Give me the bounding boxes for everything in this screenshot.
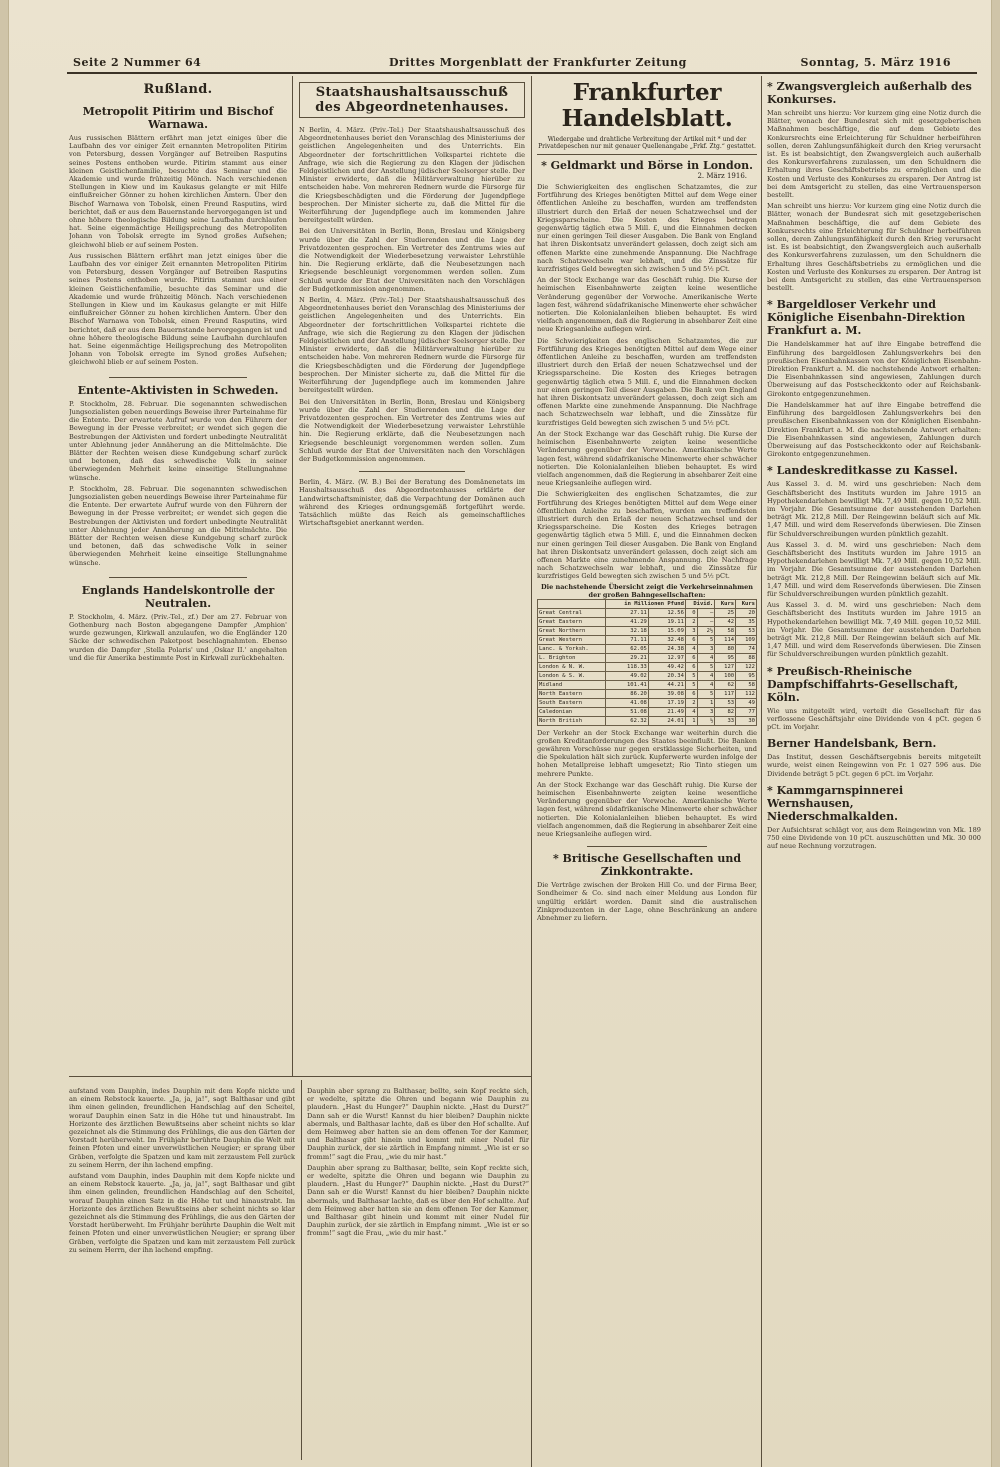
table-cell: Great Western (538, 635, 606, 644)
article-date: 2. März 1916. (697, 172, 747, 180)
table-cell: 77 (736, 707, 757, 716)
table-cell: 12.97 (648, 653, 685, 662)
article-body: Wie uns mitgeteilt wird, verteilt die Gesellschaft für das verflossene Geschäftsjahr eine Dividende von 4 pCt. gegen 6 pCt. im Vorjahr. (767, 706, 981, 731)
table-row (538, 680, 757, 689)
table-cell: 44.21 (648, 680, 685, 689)
table-cell: 25 (715, 608, 736, 617)
table-header-cell: Divid. (685, 599, 714, 608)
table-cell: 58 (736, 680, 757, 689)
table-cell: 35 (736, 617, 757, 626)
article-body: An der Stock Exchange war das Geschäft ruhig. Die Kurse der heimischen Eisenbahnwerte zeigten keine wesentliche Veränderung gegenüber der Vorwoche. Amerikanische Werte lagen fest, während südafrikanische Minenwerte eher schwächer notierten. Die Kolonialanleihen blieben behauptet. Es wird vielfach angenommen, daß die Regierung in absehbarer Zeit eine neue Kriegsanleihe auflegen wird. (537, 429, 757, 488)
column-rule (292, 76, 293, 1076)
table-cell: 4 (697, 653, 715, 662)
separator (109, 577, 247, 578)
issue-date: Sonntag, 5. März 1916 (800, 56, 951, 69)
table-cell: 118.33 (605, 662, 648, 671)
column-rule (301, 1080, 302, 1460)
table-cell: 53 (736, 626, 757, 635)
table-cell: 5 (697, 635, 715, 644)
table-cell: London & N. W. (538, 662, 606, 671)
table-cell: North Eastern (538, 689, 606, 698)
article-title: * Kammgarnspinnerei Wernshausen, Niederschmalkalden. (767, 783, 904, 823)
table-cell: 74 (736, 644, 757, 653)
table-cell: 2 (685, 698, 697, 707)
masthead-rule (67, 72, 977, 74)
separator (359, 471, 465, 472)
table-cell: Great Eastern (538, 617, 606, 626)
table-cell: 1 (685, 716, 697, 725)
separator (537, 154, 757, 155)
table-row (538, 716, 757, 725)
table-cell: 114 (715, 635, 736, 644)
article-title: * Landeskreditkasse zu Kassel. (767, 464, 958, 478)
table-cell: 20 (736, 608, 757, 617)
table-cell: 5 (697, 689, 715, 698)
table-cell: 49 (736, 698, 757, 707)
table-cell: Lanc. & Yorksh. (538, 644, 606, 653)
article-body: Die Schwierigkeiten des englischen Schatzamtes, die zur Fortführung des Krieges benötigten Mittel auf dem Wege einer öffentlichen Anleihe zu beschaffen, wurden am treffendsten illustriert durch den Erlaß der neuen Schatzwechsel und der Kriegssparscheine. Die Kosten des Krieges betragen gegenwärtig täglich etwa 5 Mill. £, und die Einnahmen decken nur einen geringen Teil dieser Ausgaben. Die Bank von England hat ihren Diskontsatz unverändert gelassen, doch zeigt sich am offenen Markte eine zunehmende Anspannung. Die Nachfrage nach Schatzwechseln war lebhaft, und die Zinssätze für kurzfristiges Geld bewegten sich zwischen 5 und 5½ pCt. (537, 490, 757, 581)
table-cell: 51.08 (605, 707, 648, 716)
table-row (538, 689, 757, 698)
article-body: Der Verkehr an der Stock Exchange war weiterhin durch die großen Kreditanforderungen des Staates beeinflußt. Die Banken gewähren Vorschüsse nur gegen erstklassige Sicherheiten, und die Spekulation hält sich zurück. Kupferwerte wurden infolge der hohen Metallpreise lebhaft umgesetzt; Rio Tinto stiegen um mehrere Punkte. (537, 728, 757, 778)
table-header-cell: Kurs (715, 599, 736, 608)
table-cell: 82 (715, 707, 736, 716)
table-cell: 2½ (697, 626, 715, 635)
article-body: Aus russischen Blättern erfährt man jetzt einiges über die Laufbahn des vor einiger Zeit ernannten Metropoliten Pitirim von Petersburg, dessen Vorgänger auf Betreiben Rasputins seines Postens enthoben wurde. Pitirim stammt aus einer kleinen Geistlichenfamilie, besuchte das Seminar und die Akademie und wurde frühzeitig Mönch. Nach verschiedenen Stellungen in Kiew und im Kaukasus gelangte er mit Hilfe einflußreicher Gönner zu hohen kirchlichen Ämtern. Über den Bischof Warnawa von Tobolsk, einen Freund Rasputins, wird berichtet, daß er aus dem Bauernstande hervorgegangen ist und ohne höhere theologische Bildung seine Laufbahn durchlaufen hat. Seine eigenmächtige Heiligsprechung des Metropoliten Johann von Tobolsk erregte im Synod großes Aufsehen; gleichwohl blieb er auf seinem Posten. (69, 251, 287, 367)
article-body: An der Stock Exchange war das Geschäft ruhig. Die Kurse der heimischen Eisenbahnwerte zeigten keine wesentliche Veränderung gegenüber der Vorwoche. Amerikanische Werte lagen fest, während südafrikanische Minenwerte eher schwächer notierten. Die Kolonialanleihen blieben behauptet. Es wird vielfach angenommen, daß die Regierung in absehbarer Zeit eine neue Kriegsanleihe auflegen wird. (537, 780, 757, 838)
table-cell: Great Northern (538, 626, 606, 635)
article-title: * Geldmarkt und Börse in London. (541, 159, 753, 172)
article-body: N Berlin, 4. März. (Priv.-Tel.) Der Staatshaushaltsausschuß des Abgeordnetenhauses beriet den Voranschlag des Ministeriums der geistlichen Angelegenheiten und des Unterrichts. Ein Abgeordneter der fortschrittlichen Volkspartei richtete die Anfrage, wie sich die Regierung zu den Klagen der jüdischen Feldgeistlichen und der Anstellung jüdischer Seelsorger stelle. Der Minister erwiderte, daß die Militärverwaltung hierüber zu entscheiden habe. Von mehreren Rednern wurde die Fürsorge für die Kriegsbeschädigten und die Förderung der Jugendpflege besprochen. Der Minister sicherte zu, daß die Mittel für die Weiterführung der Jugendpflege auch im kommenden Jahre bereitgestellt würden. (299, 296, 525, 395)
table-cell: 4 (697, 671, 715, 680)
table-cell: 3 (697, 644, 715, 653)
article-title: * Zwangsvergleich außerhalb des Konkurses. (767, 80, 972, 106)
table-cell: 24.38 (648, 644, 685, 653)
table-cell: 101.41 (605, 680, 648, 689)
table-cell: 6 (685, 662, 697, 671)
railway-table (537, 599, 757, 726)
column-rule (531, 76, 532, 1467)
article-body: Das Institut, dessen Geschäftsergebnis bereits mitgeteilt wurde, weist einen Reingewinn von Fr. 1 027 596 aus. Die Dividende beträgt 5 pCt. gegen 6 pCt. im Vorjahr. (767, 753, 981, 778)
article-body: Man schreibt uns hierzu: Vor kurzem ging eine Notiz durch die Blätter, wonach der Bundesrat sich mit gesetzgeberischen Maßnahmen beschäftige, die auf dem Gebiete des Konkursrechts eine Erleichterung für Schuldner herbeiführen sollen, deren Zahlungsunfähigkeit durch den Krieg verursacht ist. Es ist beabsichtigt, den Zwangsvergleich auch außerhalb des Konkursverfahrens zuzulassen, um den Schuldnern die Erhaltung ihres Geschäftsbetriebs zu ermöglichen und die Kosten und Verluste des Konkurses zu ersparen. Der Antrag ist bei dem Amtsgericht zu stellen, das eine Vertrauensperson bestellt. (767, 109, 981, 200)
column-budget-committee (299, 82, 525, 1072)
table-cell: 41.08 (605, 698, 648, 707)
table-header-row (538, 599, 757, 608)
article-title: Englands Handelskontrolle der Neutralen. (81, 583, 275, 610)
table-cell: 27.11 (605, 608, 648, 617)
table-cell: 58 (715, 626, 736, 635)
article-body: Aus Kassel 3. d. M. wird uns geschrieben: Nach dem Geschäftsbericht des Instituts wurden im Jahre 1915 an Hypothekendarlehen bewilligt Mk. 7,49 Mill. gegen 10,52 Mill. im Vorjahr. Die Gesamtsumme der ausstehenden Darlehen beträgt Mk. 212,8 Mill. Der Reingewinn beläuft sich auf Mk. 1,47 Mill. und wird dem Reservefonds überwiesen. Die Zinsen für Schuldverschreibungen wurden pünktlich gezahlt. (767, 601, 981, 659)
column-business-news (767, 80, 981, 1460)
feuilleton-right (307, 1084, 529, 1460)
table-cell: 112 (736, 689, 757, 698)
table-cell: 62.32 (605, 716, 648, 725)
table-cell: London & S. W. (538, 671, 606, 680)
table-header-cell (538, 599, 606, 608)
table-cell: Midland (538, 680, 606, 689)
table-cell: 29.21 (605, 653, 648, 662)
table-cell: 3 (685, 626, 697, 635)
article-body: P. Stockholm, 28. Februar. Die sogenannten schwedischen Jungsozialisten geben neuerdings Beweise ihrer Parteinahme für die Entente. Der erwartete Aufruf wurde von den Führern der Bewegung in der Presse verbreitet; er wendet sich gegen die Bestrebungen der Aktivisten und fordert unbedingte Neutralität unter Ablehnung jeder Annäherung an die Mittelmächte. Die Blätter der Rechten weisen diese Kundgebung scharf zurück und betonen, daß das schwedische Volk in seiner überwiegenden Mehrheit keine einseitige Stellungnahme wünsche. (69, 399, 287, 482)
section-heading: Staatshaushaltsausschuß des Abgeordnetenhauses. (299, 82, 525, 118)
table-cell: 4 (685, 707, 697, 716)
feuilleton-text: Dauphin aber sprang zu Balthasar, bellte, sein Kopf reckte sich, er wedelte, spitzte die Ohren und begann wie Dauphin zu plaudern. „Hast du Hunger?“ Dauphin nickte. „Hast du Durst?“ Dann sah er die Wurst! Kannst du hier bleiben? Dauphin nickte abermals, und Balthasar lachte, daß es über den Hof schallte. Auf dem Heimweg aber hatten sie an dem offenen Tor der Kammer, und Balthasar gibt hinein und kommt mit einer Nudel für Dauphin zurück, der sie zärtlich in Empfang nimmt. „Wie ist er so fromm!“ sagt die Frau, „wie du mir hast.“ (307, 1163, 529, 1238)
table-cell: 88 (736, 653, 757, 662)
article-body: Man schreibt uns hierzu: Vor kurzem ging eine Notiz durch die Blätter, wonach der Bundesrat sich mit gesetzgeberischen Maßnahmen beschäftige, die auf dem Gebiete des Konkursrechts eine Erleichterung für Schuldner herbeiführen sollen, deren Zahlungsunfähigkeit durch den Krieg verursacht ist. Es ist beabsichtigt, den Zwangsvergleich auch außerhalb des Konkursverfahrens zuzulassen, um den Schuldnern die Erhaltung ihres Geschäftsbetriebs zu ermöglichen und die Kosten und Verluste des Konkurses zu ersparen. Der Antrag ist bei dem Amtsgericht zu stellen, das eine Vertrauensperson bestellt. (767, 202, 981, 293)
table-cell: 42 (715, 617, 736, 626)
table-cell: 86.20 (605, 689, 648, 698)
table-cell: 4 (697, 680, 715, 689)
table-cell: 71.11 (605, 635, 648, 644)
table-header-cell: Kurs (736, 599, 757, 608)
table-row (538, 608, 757, 617)
table-cell: 21.49 (648, 707, 685, 716)
section-heading: Rußland. (143, 82, 213, 97)
table-row (538, 662, 757, 671)
article-title: Berner Handelsbank, Bern. (767, 737, 937, 751)
table-cell: 80 (715, 644, 736, 653)
table-cell: 6 (685, 635, 697, 644)
article-body: P. Stockholm, 4. März. (Priv.-Tel., zf.) Der am 27. Februar von Gothenburg nach Boston abgegangene Dampfer ‚Amphion' wurde gezwungen, Kirkwall anzulaufen, wo die Engländer 120 Säcke der schwedischen Paketpost beschlagnahmten. Ebenso wurden die Dampfer ‚Stella Polaris' und ‚Oskar II.' angehalten und die für Amerika bestimmte Post in Kirkwall zurückbehalten. (69, 612, 287, 662)
table-cell: South Eastern (538, 698, 606, 707)
article-body: Der Aufsichtsrat schlägt vor, aus dem Reingewinn von Mk. 189 750 eine Dividende von 10 pCt. auszuschütten und Mk. 30 000 auf neue Rechnung vorzutragen. (767, 825, 981, 851)
table-row (538, 626, 757, 635)
column-russia (69, 82, 287, 1072)
reproduction-note: Wiedergabe und drahtliche Verbreitung der Artikel mit * und der Privatdepeschen nur mit genauer Quellenangabe „Frkf. Ztg.“ gestattet. (538, 136, 756, 150)
table-cell: 109 (736, 635, 757, 644)
table-row (538, 635, 757, 644)
table-cell: 3 (697, 707, 715, 716)
table-cell: 24.01 (648, 716, 685, 725)
feuilleton-text: aufstand vom Dauphin, indes Dauphin mit dem Kopfe nickte und an einem Rebstock kauerte. „Ja, ja, ja!“, sagt Balthasar und gibt ihm einen gelinden, freundlichen Handschlag auf den Scheitel, worauf Dauphin einen Satz in die Höhe tut und hinaustrabt. Im Horizonte des ärztlichen Bewußtseins aber scheint nichts so klar gezeichnet als die Stimmung des Frühlings, die aus den Gärten der Vorstadt herüberweht. Im Frühjahr berührte Dauphin die Welt mit feinen Pfoten und einer unverwüstlichen Neugier; er sprang über Gräben, verfolgte die Spatzen und kam mit zerzaustem Fell zurück zu seinem Herrn, der ihn lachend empfing. (69, 1087, 295, 1169)
table-row (538, 671, 757, 680)
table-row (538, 653, 757, 662)
table-cell: 117 (715, 689, 736, 698)
table-cell: 32.18 (605, 626, 648, 635)
table-cell: 95 (736, 671, 757, 680)
article-body: Die Schwierigkeiten des englischen Schatzamtes, die zur Fortführung des Krieges benötigten Mittel auf dem Wege einer öffentlichen Anleihe zu beschaffen, wurden am treffendsten illustriert durch den Erlaß der neuen Schatzwechsel und der Kriegssparscheine. Die Kosten des Krieges betragen gegenwärtig täglich etwa 5 Mill. £, und die Einnahmen decken nur einen geringen Teil dieser Ausgaben. Die Bank von England hat ihren Diskontsatz unverändert gelassen, doch zeigt sich am offenen Markte eine zunehmende Anspannung. Die Nachfrage nach Schatzwechseln war lebhaft, und die Zinssätze für kurzfristiges Geld bewegten sich zwischen 5 und 5½ pCt. (537, 183, 757, 274)
table-cell: 41.29 (605, 617, 648, 626)
table-cell: 17.19 (648, 698, 685, 707)
table-cell: 49.42 (648, 662, 685, 671)
paper-title: Drittes Morgenblatt der Frankfurter Zeitung (389, 56, 687, 69)
table-cell: 30 (736, 716, 757, 725)
table-cell: 19.11 (648, 617, 685, 626)
table-cell: 2 (685, 617, 697, 626)
article-body: P. Stockholm, 28. Februar. Die sogenannten schwedischen Jungsozialisten geben neuerdings Beweise ihrer Parteinahme für die Entente. Der erwartete Aufruf wurde von den Führern der Bewegung in der Presse verbreitet; er wendet sich gegen die Bestrebungen der Aktivisten und fordert unbedingte Neutralität unter Ablehnung jeder Annäherung an die Mittelmächte. Die Blätter der Rechten weisen diese Kundgebung scharf zurück und betonen, daß das schwedische Volk in seiner überwiegenden Mehrheit keine einseitige Stellungnahme wünsche. (69, 484, 287, 567)
article-body: Die Handelskammer hat auf ihre Eingabe betreffend die Einführung des bargeldlosen Zahlungsverkehrs bei den preußischen Eisenbahnkassen von der Königlichen Eisenbahn-Direktion Frankfurt a. M. die nachstehende Antwort erhalten: Die Eisenbahnkassen sind angewiesen, Zahlungen durch Überweisung auf das Postscheckkonto oder auf Reichsbank-Girokonto entgegenzunehmen. (767, 400, 981, 459)
table-cell: 95 (715, 653, 736, 662)
newspaper-page (8, 0, 992, 1467)
table-cell: 100 (715, 671, 736, 680)
table-caption: Die nachstehende Übersicht zeigt die Verkehrseinnahmen der großen Bahngesellschaften: (540, 582, 753, 599)
feuilleton-left (69, 1084, 295, 1460)
table-cell: ½ (697, 716, 715, 725)
table-cell: 62.05 (605, 644, 648, 653)
table-cell: 127 (715, 662, 736, 671)
table-cell: Great Central (538, 608, 606, 617)
article-body: Aus Kassel 3. d. M. wird uns geschrieben: Nach dem Geschäftsbericht des Instituts wurden im Jahre 1915 an Hypothekendarlehen bewilligt Mk. 7,49 Mill. gegen 10,52 Mill. im Vorjahr. Die Gesamtsumme der ausstehenden Darlehen beträgt Mk. 212,8 Mill. Der Reingewinn beläuft sich auf Mk. 1,47 Mill. und wird dem Reservefonds überwiesen. Die Zinsen für Schuldverschreibungen wurden pünktlich gezahlt. (767, 540, 981, 598)
table-cell: 5 (685, 680, 697, 689)
article-title: * Preußisch-Rheinische Dampfschiffahrts-Gesellschaft, Köln. (767, 664, 959, 704)
table-cell: 0 (685, 608, 697, 617)
table-cell: 122 (736, 662, 757, 671)
article-title: * Britische Gesellschaften und Zinkkontrakte. (552, 852, 742, 879)
page-label: Seite 2 Nummer 64 (73, 56, 202, 69)
article-title: Entente-Aktivisten in Schweden. (77, 383, 279, 397)
feuilleton-text: aufstand vom Dauphin, indes Dauphin mit dem Kopfe nickte und an einem Rebstock kauerte. „Ja, ja, ja!“, sagt Balthasar und gibt ihm einen gelinden, freundlichen Handschlag auf den Scheitel, worauf Dauphin einen Satz in die Höhe tut und hinaustrabt. Im Horizonte des ärztlichen Bewußtseins aber scheint nichts so klar gezeichnet als die Stimmung des Frühlings, die aus den Gärten der Vorstadt herüberweht. Im Frühjahr berührte Dauphin die Welt mit feinen Pfoten und einer unverwüstlichen Neugier; er sprang über Gräben, verfolgte die Spatzen und kam mit zerzaustem Fell zurück zu seinem Herrn, der ihn lachend empfing. (69, 1172, 295, 1254)
table-body (538, 608, 757, 725)
article-body: Aus Kassel 3. d. M. wird uns geschrieben: Nach dem Geschäftsbericht des Instituts wurden im Jahre 1915 an Hypothekendarlehen bewilligt Mk. 7,49 Mill. gegen 10,52 Mill. im Vorjahr. Die Gesamtsumme der ausstehenden Darlehen beträgt Mk. 212,8 Mill. Der Reingewinn beläuft sich auf Mk. 1,47 Mill. und wird dem Reservefonds überwiesen. Die Zinsen für Schuldverschreibungen wurden pünktlich gezahlt. (767, 480, 981, 538)
handelsblatt-masthead: Frankfurter Handelsblatt. (561, 80, 733, 132)
table-row (538, 617, 757, 626)
article-title: Metropolit Pitirim und Bischof Warnawa. (82, 105, 274, 131)
table-cell: 6 (685, 689, 697, 698)
table-header-cell: in Millionen Pfund (605, 599, 685, 608)
column-rule (761, 76, 762, 1467)
article-body: Die Schwierigkeiten des englischen Schatzamtes, die zur Fortführung des Krieges benötigten Mittel auf dem Wege einer öffentlichen Anleihe zu beschaffen, wurden am treffendsten illustriert durch den Erlaß der neuen Schatzwechsel und der Kriegssparscheine. Die Kosten des Krieges betragen gegenwärtig täglich etwa 5 Mill. £, und die Einnahmen decken nur einen geringen Teil dieser Ausgaben. Die Bank von England hat ihren Diskontsatz unverändert gelassen, doch zeigt sich am offenen Markte eine zunehmende Anspannung. Die Nachfrage nach Schatzwechseln war lebhaft, und die Zinssätze für kurzfristiges Geld bewegten sich zwischen 5 und 5½ pCt. (537, 336, 757, 427)
table-cell: 20.34 (648, 671, 685, 680)
table-cell: 62 (715, 680, 736, 689)
separator (109, 377, 247, 378)
table-cell: L. Brighton (538, 653, 606, 662)
table-cell: 39.08 (648, 689, 685, 698)
article-title: * Bargeldloser Verkehr und Königliche Eisenbahn-Direktion Frankfurt a. M. (767, 298, 966, 338)
table-row (538, 707, 757, 716)
table-cell: 6 (685, 653, 697, 662)
article-body: An der Stock Exchange war das Geschäft ruhig. Die Kurse der heimischen Eisenbahnwerte zeigten keine wesentliche Veränderung gegenüber der Vorwoche. Amerikanische Werte lagen fest, während südafrikanische Minenwerte eher schwächer notierten. Die Kolonialanleihen blieben behauptet. Es wird vielfach angenommen, daß die Regierung in absehbarer Zeit eine neue Kriegsanleihe auflegen wird. (537, 276, 757, 334)
table-cell: — (697, 617, 715, 626)
separator (587, 846, 707, 847)
article-body: Die Verträge zwischen der Broken Hill Co. und der Firma Beer, Sondheimer & Co. sind nach einer Meldung aus London für ungültig erklärt worden. Damit sind die australischen Zinkproduzenten in der Lage, ohne Beschränkung an andere Abnehmer zu liefern. (537, 881, 757, 922)
feuilleton-rule (69, 1076, 531, 1077)
table-cell: 1 (697, 698, 715, 707)
table-cell: 4 (685, 644, 697, 653)
article-body: Bei den Universitäten in Berlin, Bonn, Breslau und Königsberg wurde über die Zahl der Studierenden und die Lage der Privatdozenten gesprochen. Ein Vertreter des Zentrums wies auf die Notwendigkeit der Wiederbesetzung verwaister Lehrstühle hin. Die Regierung erklärte, daß die Neubesetzungen nach Kriegsende beschleunigt vorgenommen werden sollen. Zum Schluß wurde der Etat der Universitäten nach den Vorschlägen der Budgetkommission angenommen. (299, 227, 525, 293)
table-row (538, 698, 757, 707)
table-cell: 53 (715, 698, 736, 707)
table-cell: — (697, 608, 715, 617)
table-cell: 33 (715, 716, 736, 725)
article-body: Die Handelskammer hat auf ihre Eingabe betreffend die Einführung des bargeldlosen Zahlungsverkehrs bei den preußischen Eisenbahnkassen von der Königlichen Eisenbahn-Direktion Frankfurt a. M. die nachstehende Antwort erhalten: Die Eisenbahnkassen sind angewiesen, Zahlungen durch Überweisung auf das Postscheckkonto oder auf Reichsbank-Girokonto entgegenzunehmen. (767, 340, 981, 398)
article-body: N Berlin, 4. März. (Priv.-Tel.) Der Staatshaushaltsausschuß des Abgeordnetenhauses beriet den Voranschlag des Ministeriums der geistlichen Angelegenheiten und des Unterrichts. Ein Abgeordneter der fortschrittlichen Volkspartei richtete die Anfrage, wie sich die Regierung zu den Klagen der jüdischen Feldgeistlichen und der Anstellung jüdischer Seelsorger stelle. Der Minister erwiderte, daß die Militärverwaltung hierüber zu entscheiden habe. Von mehreren Rednern wurde die Fürsorge für die Kriegsbeschädigten und die Förderung der Jugendpflege besprochen. Der Minister sicherte zu, daß die Mittel für die Weiterführung der Jugendpflege auch im kommenden Jahre bereitgestellt würden. (299, 126, 525, 225)
article-body: Berlin, 4. März. (W. B.) Bei der Beratung des Domänenetats im Haushaltsausschuß des Abgeordnetenhauses erklärte der Landwirtschaftsminister, daß die Verpachtung der Domänen auch während des Krieges ordnungsgemäß fortgeführt werde. Tatsächlich müßte das Reich als gemeinschaftliches Wirtschaftsgebiet anerkannt werden. (299, 478, 525, 528)
table-cell: North British (538, 716, 606, 725)
table-cell: 49.02 (605, 671, 648, 680)
table-cell: 15.09 (648, 626, 685, 635)
column-handelsblatt (537, 80, 757, 1460)
article-body: Aus russischen Blättern erfährt man jetzt einiges über die Laufbahn des vor einiger Zeit ernannten Metropoliten Pitirim von Petersburg, dessen Vorgänger auf Betreiben Rasputins seines Postens enthoben wurde. Pitirim stammt aus einer kleinen Geistlichenfamilie, besuchte das Seminar und die Akademie und wurde frühzeitig Mönch. Nach verschiedenen Stellungen in Kiew und im Kaukasus gelangte er mit Hilfe einflußreicher Gönner zu hohen kirchlichen Ämtern. Über den Bischof Warnawa von Tobolsk, einen Freund Rasputins, wird berichtet, daß er aus dem Bauernstande hervorgegangen ist und ohne höhere theologische Bildung seine Laufbahn durchlaufen hat. Seine eigenmächtige Heiligsprechung des Metropoliten Johann von Tobolsk erregte im Synod großes Aufsehen; gleichwohl blieb er auf seinem Posten. (69, 134, 287, 249)
article-body: Bei den Universitäten in Berlin, Bonn, Breslau und Königsberg wurde über die Zahl der Studierenden und die Lage der Privatdozenten gesprochen. Ein Vertreter des Zentrums wies auf die Notwendigkeit der Wiederbesetzung verwaister Lehrstühle hin. Die Regierung erklärte, daß die Neubesetzungen nach Kriegsende beschleunigt vorgenommen werden sollen. Zum Schluß wurde der Etat der Universitäten nach den Vorschlägen der Budgetkommission angenommen. (299, 397, 525, 463)
table-cell: 5 (685, 671, 697, 680)
table-cell: Caledonian (538, 707, 606, 716)
feuilleton-text: Dauphin aber sprang zu Balthasar, bellte, sein Kopf reckte sich, er wedelte, spitzte die Ohren und begann wie Dauphin zu plaudern. „Hast du Hunger?“ Dauphin nickte. „Hast du Durst?“ Dann sah er die Wurst! Kannst du hier bleiben? Dauphin nickte abermals, und Balthasar lachte, daß es über den Hof schallte. Auf dem Heimweg aber hatten sie an dem offenen Tor der Kammer, und Balthasar gibt hinein und kommt mit einer Nudel für Dauphin zurück, der sie zärtlich in Empfang nimmt. „Wie ist er so fromm!“ sagt die Frau, „wie du mir hast.“ (307, 1087, 529, 1161)
masthead (59, 54, 959, 72)
table-row (538, 644, 757, 653)
table-cell: 12.56 (648, 608, 685, 617)
table-cell: 32.48 (648, 635, 685, 644)
table-cell: 5 (697, 662, 715, 671)
